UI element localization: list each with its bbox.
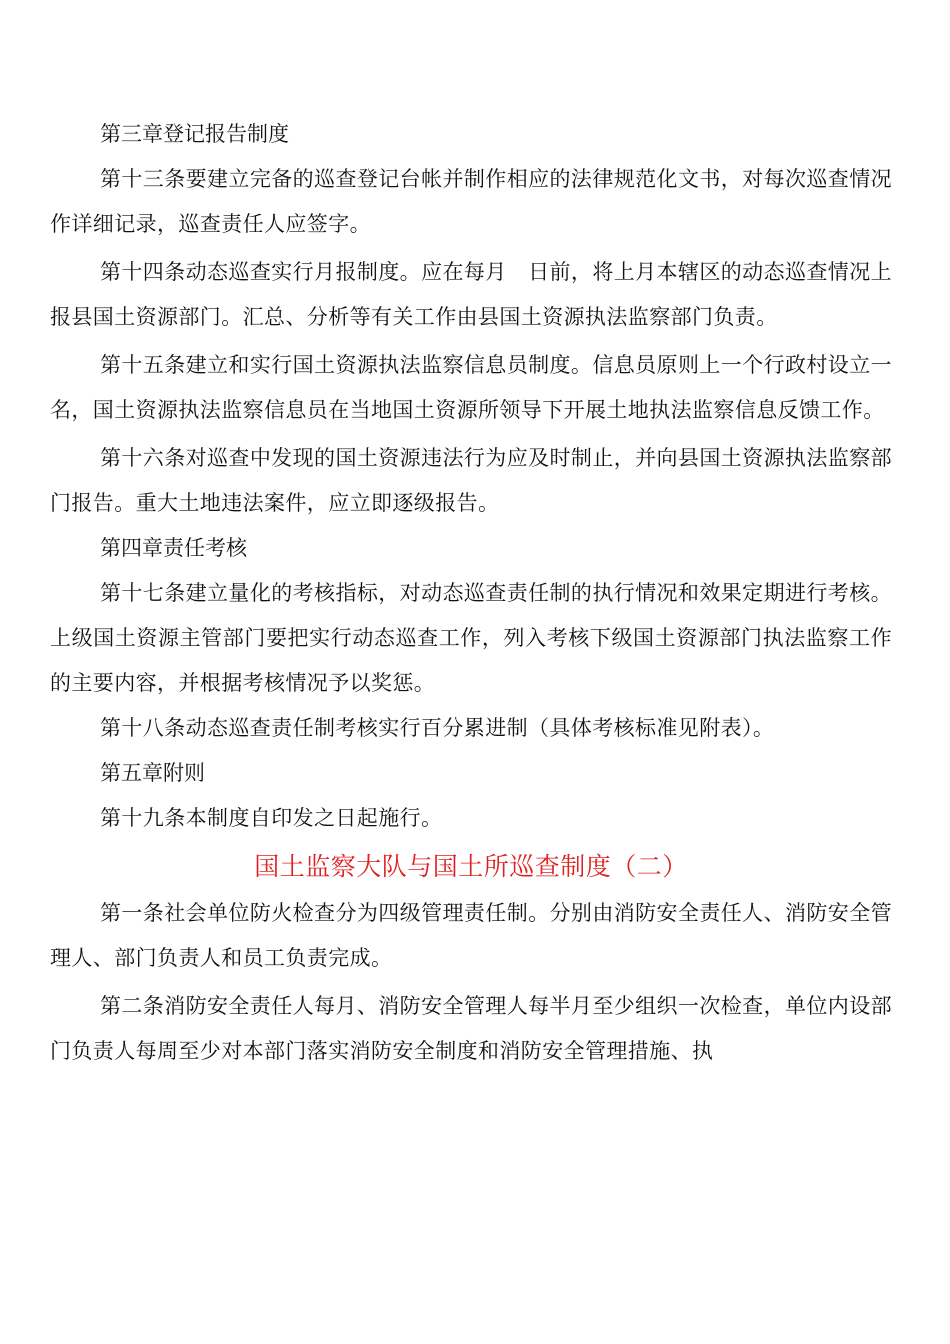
chapter-3-heading: 第三章登记报告制度: [100, 122, 289, 146]
fire-article-2: 第二条消防安全责任人每月、消防安全管理人每半月至少组织一次检查，单位内设部门负责人每周至少对本部门落实消防安全制度和消防安全管理措施、执: [50, 994, 892, 1063]
chapter-5-heading: 第五章附则: [100, 761, 205, 785]
section-title: 国土监察大队与国土所巡查制度（二）: [254, 852, 688, 881]
article-16: 第十六条对巡查中发现的国土资源违法行为应及时制止，并向县国土资源执法监察部门报告。重大土地违法案件，应立即逐级报告。: [50, 446, 892, 515]
article-14: 第十四条动态巡查实行月报制度。应在每月 日前，将上月本辖区的动态巡查情况上报县国土资源部门。汇总、分析等有关工作由县国土资源执法监察部门负责。: [50, 260, 892, 329]
article-15: 第十五条建立和实行国土资源执法监察信息员制度。信息员原则上一个行政村设立一名，国土资源执法监察信息员在当地国土资源所领导下开展土地执法监察信息反馈工作。: [50, 353, 892, 422]
document-page: [50, 112, 892, 1074]
fire-article-1: 第一条社会单位防火检查分为四级管理责任制。分别由消防安全责任人、消防安全管理人、部门负责人和员工负责完成。: [50, 901, 892, 970]
chapter-4-heading: 第四章责任考核: [100, 536, 247, 560]
article-18: 第十八条动态巡查责任制考核实行百分累进制（具体考核标准见附表）。: [100, 716, 775, 740]
article-13: 第十三条要建立完备的巡查登记台帐并制作相应的法律规范化文书，对每次巡查情况作详细记录，巡查责任人应签字。: [50, 167, 892, 236]
article-19: 第十九条本制度自印发之日起施行。: [100, 806, 443, 830]
article-17: 第十七条建立量化的考核指标，对动态巡查责任制的执行情况和效果定期进行考核。上级国土资源主管部门要把实行动态巡查工作，列入考核下级国土资源部门执法监察工作的主要内容，并根据考核情况予以奖惩。: [50, 581, 892, 695]
